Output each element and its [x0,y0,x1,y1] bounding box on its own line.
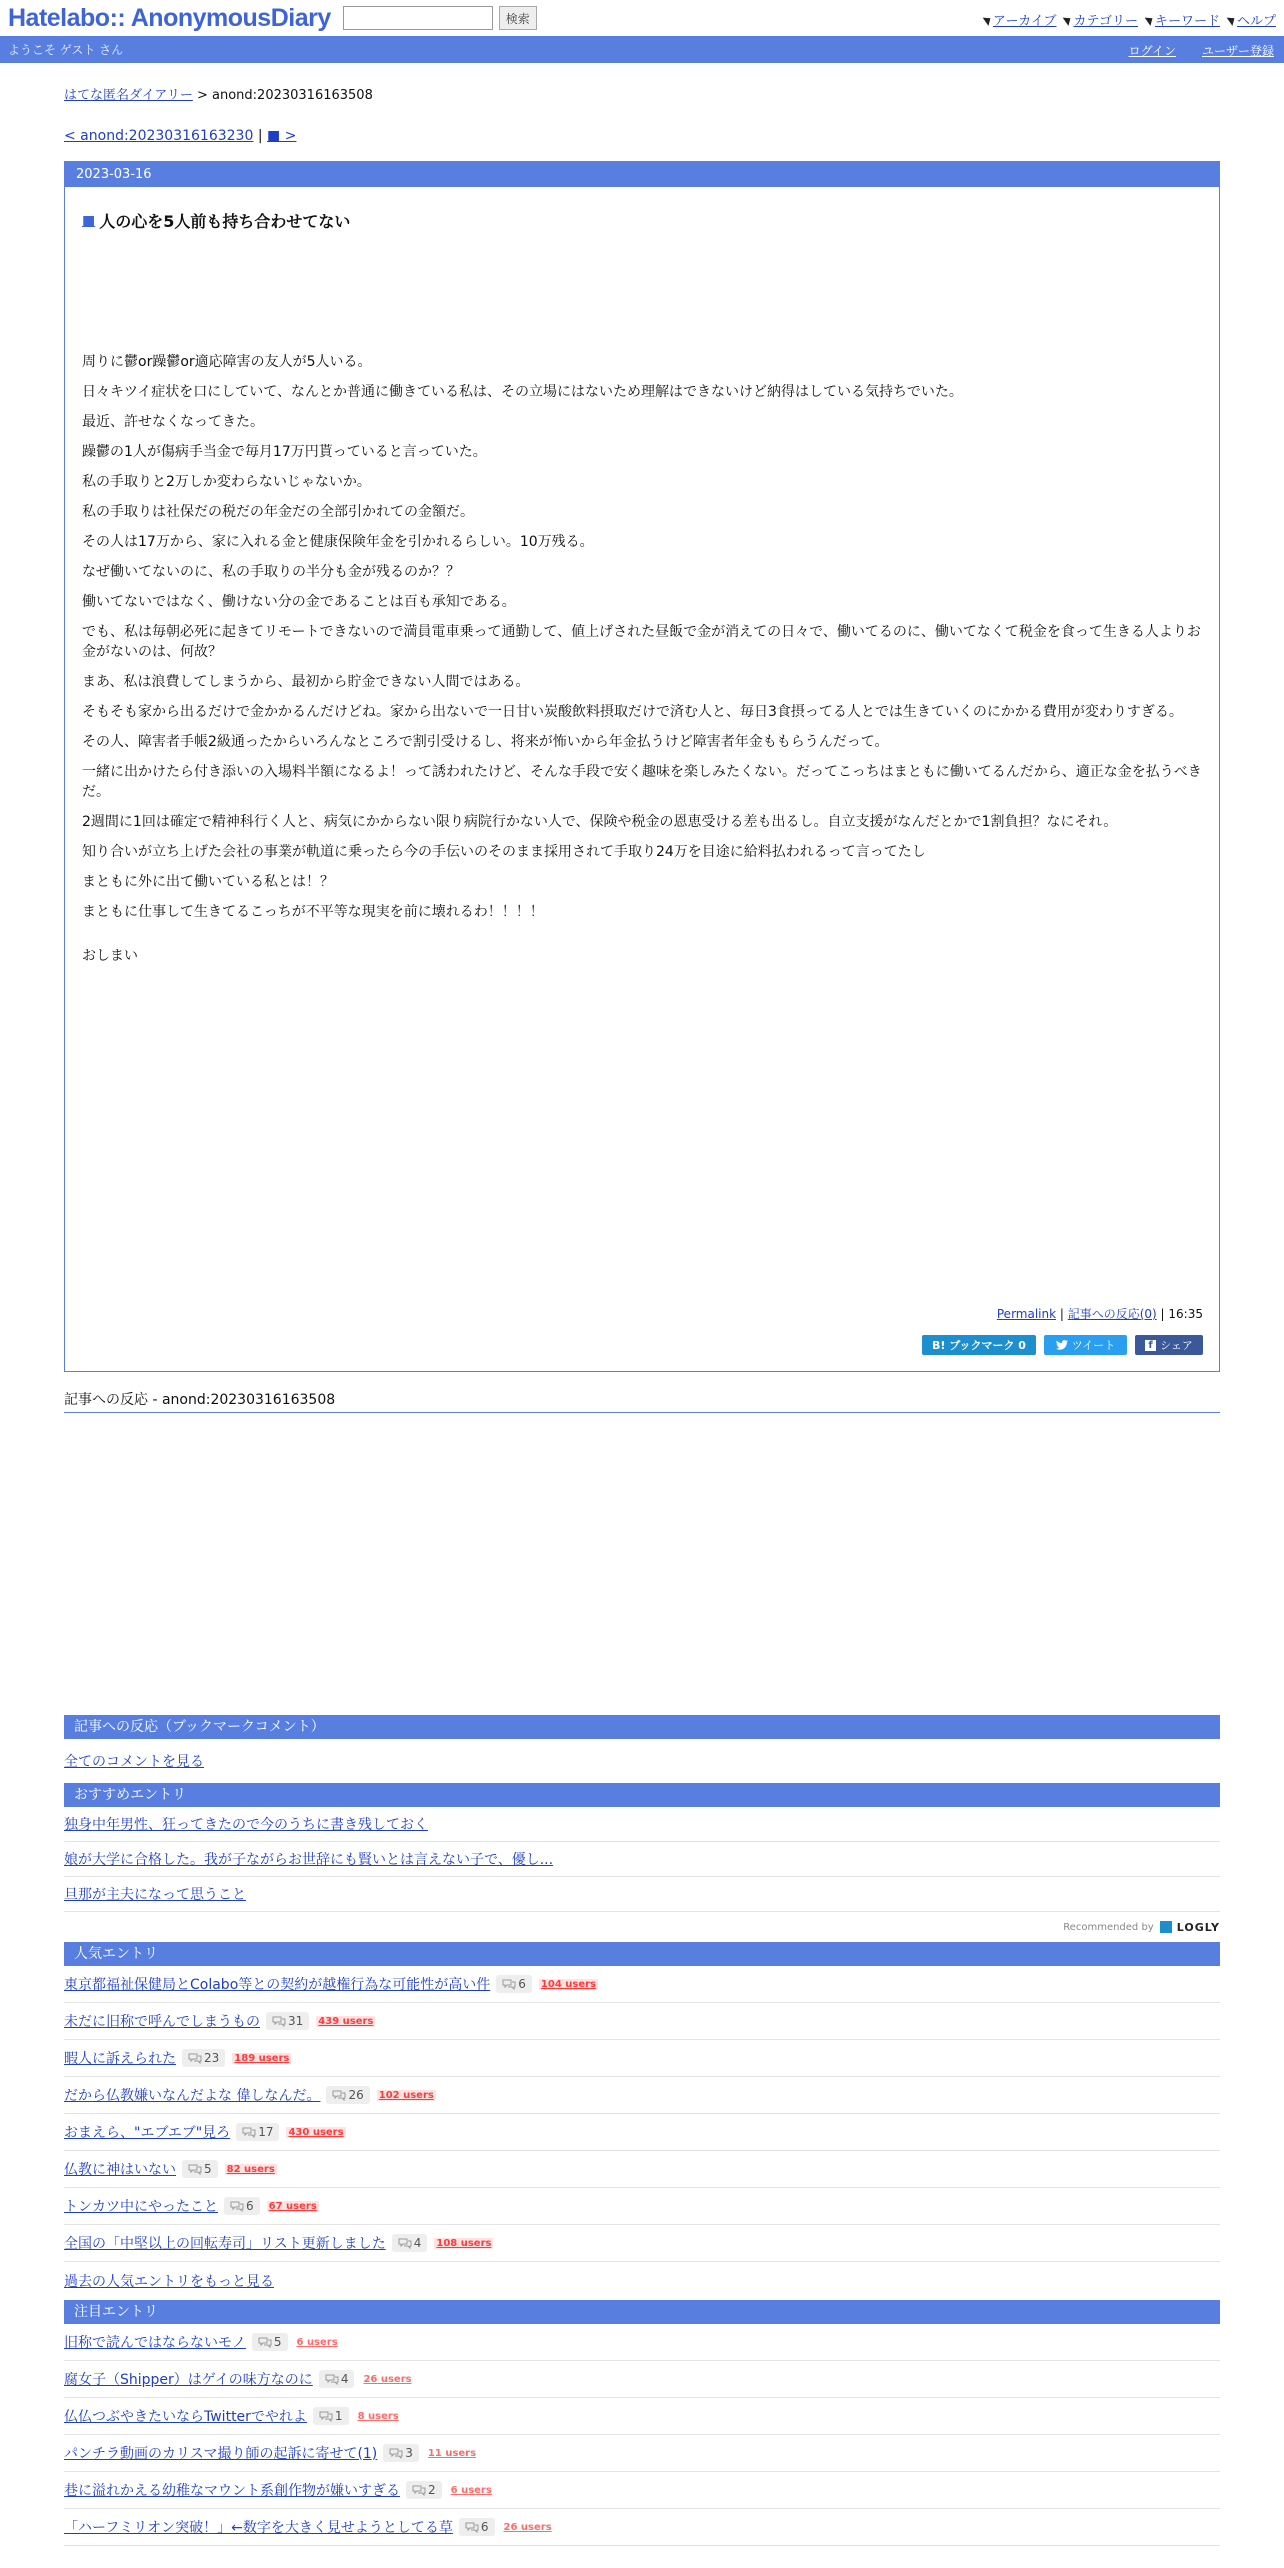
login-link[interactable]: ログイン [1128,44,1176,58]
facebook-icon: f [1145,1340,1156,1351]
list-item [64,2003,1220,2040]
comment-count-badge[interactable]: 1 [313,2407,349,2425]
tweet-button[interactable]: ツイート [1044,1335,1127,1355]
comment-count-badge[interactable]: 4 [319,2370,355,2388]
permalink-link[interactable]: Permalink [996,1307,1057,1321]
body-paragraph: まあ、私は浪費してしまうから、最初から貯金できない人間ではある。 [82,674,530,690]
arrow-icon [1227,14,1238,26]
bookmark-comments-heading: 記事への反応（ブックマークコメント） [64,1715,1220,1739]
comment-bubble-icon [319,2411,333,2422]
top-bar [0,0,1284,36]
body-paragraph: なぜ働いてないのに、私の手取りの半分も金が残るのか？？ [82,564,460,580]
register-link[interactable]: ユーザー登録 [1201,44,1274,58]
comment-bubble-icon [412,2485,426,2496]
category-link[interactable]: カテゴリー [1065,10,1137,29]
lower-sections [64,1715,1220,2546]
body-paragraph: その人は17万から、家に入れる金と健康保険年金を引かれるらしい。10万残る。 [82,534,594,550]
all-comments-link[interactable]: 全てのコメントを見る [64,1754,204,1770]
entry-link[interactable]: 腐女子（Shipper）はゲイの味方なのに [64,2372,313,2388]
bookmark-users-count[interactable]: 430 users [288,2126,344,2138]
entry-link[interactable]: パンチラ動画のカリスマ撮り師の起訴に寄せて(1) [64,2446,378,2462]
bookmark-users-count[interactable]: 26 users [363,2373,412,2385]
body-paragraph: まともに外に出て働いている私とは！？ [82,874,334,890]
entry-link[interactable]: 暇人に訴えられた [64,2051,176,2067]
more-popular-link[interactable]: 過去の人気エントリをもっと見る [64,2274,274,2290]
list-item [64,1966,1220,2003]
comment-bubble-icon [258,2337,272,2348]
notable-heading: 注目エントリ [64,2300,1220,2324]
entry-link[interactable]: 旧称で読んではならないモノ [64,2335,246,2351]
body-paragraph: まともに仕事して生きてるこっちが不平等な現実を前に壊れるわ！！！！ [82,904,544,920]
popular-heading: 人気エントリ [64,1942,1220,1966]
list-item [64,1842,1220,1877]
entry-link[interactable]: 仏教に神はいない [64,2162,176,2178]
body-paragraph: その人、障害者手帳2級通ったからいろんなところで割引受けるし、将来が怖いから年金払うけど障害者年金ももらうんだって。 [82,734,889,750]
bookmark-users-count[interactable]: 102 users [378,2089,434,2101]
welcome-bar [0,36,1284,63]
body-paragraph: 私の手取りと2万しか変わらないじゃないか。 [82,474,371,490]
help-link[interactable]: ヘルプ [1229,10,1276,29]
bookmark-users-count[interactable]: 67 users [268,2200,317,2212]
list-item [64,2077,1220,2114]
bookmark-users-count[interactable]: 11 users [427,2447,477,2459]
search-button[interactable]: 検索 [499,6,537,30]
hatena-bookmark-button[interactable]: B! ブックマーク 0 [922,1335,1036,1355]
main-content [64,84,1220,2536]
day-box [64,161,1220,1372]
list-item [64,2361,1220,2398]
recommended-list [64,1807,1220,1912]
body-paragraph: 知り合いが立ち上げた会社の事業が軌道に乗ったら今の手伝いのそのまま採用されて手取り24万を目途に給料払われるって言ってたし [82,844,926,860]
bookmark-users-count[interactable]: 6 users [450,2484,492,2496]
entry-body [82,352,1204,976]
comment-count-badge[interactable]: 3 [383,2444,419,2462]
keyword-link[interactable]: キーワード [1147,10,1220,29]
comment-bubble-icon [398,2238,412,2249]
comment-bubble-icon [332,2090,346,2101]
next-entry-link[interactable]: ■ > [267,128,297,144]
entry-title: ■ 人の心を5人前も持ち合わせてない [82,212,351,231]
comment-count-badge[interactable]: 26 [326,2086,369,2104]
list-item [64,2114,1220,2151]
list-item [64,2040,1220,2077]
entry-link[interactable]: 「ハーフミリオン突破！」←数字を大きく見せようとしてる草 [64,2520,453,2536]
comment-count-badge[interactable]: 6 [496,1975,532,1993]
bookmark-users-count[interactable]: 6 users [296,2336,338,2348]
reactions-heading: 記事への反応 - anond:20230316163508 [64,1389,1220,1413]
bookmark-users-count[interactable]: 104 users [540,1978,596,1990]
comment-count-badge[interactable]: 31 [266,2012,309,2030]
search-form [343,6,537,30]
list-item [64,2398,1220,2435]
entry-time: 16:35 [1168,1307,1203,1321]
logly-logo-icon [1160,1921,1172,1933]
comment-count-badge[interactable]: 6 [459,2518,495,2536]
body-paragraph: 最近、許せなくなってきた。 [82,414,264,430]
list-item [64,1807,1220,1842]
body-paragraph: 一緒に出かけたら付き添いの入場料半額になるよ！って誘われたけど、そんな手段で安く趣味を楽しみたくない。だってこっちはまともに働いてるんだから、適正な金を払うべきだ。 [82,764,1202,800]
day-date: 2023-03-16 [65,162,1219,187]
entry-link[interactable]: 巷に溢れかえる幼稚なマウント系創作物が嫌いすぎる [64,2483,400,2499]
body-paragraph: でも、私は毎朝必死に起きてリモートできないので満員電車乗って通勤して、値上げされた昼飯で金が消えての日々で、働いてるのに、働いてなくて税金を食って生きる人よりお金がないのは、何故？ [82,624,1201,660]
entry-permalink-square[interactable]: ■ [82,212,96,229]
list-item [64,2188,1220,2225]
facebook-share-button[interactable]: f シェア [1135,1335,1203,1355]
entry-link[interactable]: 未だに旧称で呼んでしまうもの [64,2014,260,2030]
bookmark-users-count[interactable]: 8 users [357,2410,399,2422]
comment-bubble-icon [230,2201,244,2212]
entry-link[interactable]: 仏仏つぶやきたいならTwitterでやれよ [64,2409,307,2425]
recommended-heading: おすすめエントリ [64,1783,1220,1807]
bookmark-users-count[interactable]: 108 users [436,2237,492,2249]
comment-count-badge[interactable]: 5 [182,2160,218,2178]
search-input[interactable] [343,6,493,30]
list-item [64,2225,1220,2262]
comment-bubble-icon [188,2053,202,2064]
recommended-entry-link[interactable]: 独身中年男性、狂ってきたので今のうちに書き残しておく [64,1817,428,1833]
entry-link[interactable]: 全国の「中堅以上の回転寿司」リスト更新しました [64,2236,386,2252]
twitter-bird-icon [1056,1340,1068,1350]
list-item [64,2472,1220,2509]
body-paragraph: 日々キツイ症状を口にしていて、なんとか普通に働きている私は、その立場にはないため理解はできないけど納得はしている気持ちでいた。 [82,384,963,400]
site-logo[interactable]: Hatelabo:: AnonymousDiary [8,3,331,32]
list-item [64,2324,1220,2361]
body-paragraph: 躁鬱の1人が傷病手当金で毎月17万円貰っていると言っていた。 [82,444,487,460]
body-paragraph: 私の手取りは社保だの税だの年金だの全部引かれての金額だ。 [82,504,474,520]
entry-pager: < anond:20230316163230 | ■ > [64,128,297,144]
entry-link[interactable]: おまえら、"エブエブ"見ろ [64,2125,231,2141]
breadcrumb-home-link[interactable]: はてな匿名ダイアリー [64,88,193,103]
archive-link[interactable]: アーカイブ [985,10,1057,29]
comment-count-badge[interactable]: 23 [182,2049,225,2067]
entry-link[interactable]: トンカツ中にやったこと [64,2199,218,2215]
breadcrumb-current: anond:20230316163508 [212,88,373,103]
bookmark-users-count[interactable]: 439 users [318,2015,374,2027]
body-paragraph: そもそも家から出るだけで金かかるんだけどね。家から出ないで一日甘い炭酸飲料摂取だけで済む人と、毎日3食摂ってる人とでは生きていくのにかかる費用が変わりすぎる。 [82,704,1183,720]
popular-list [64,1966,1220,2262]
body-paragraph: 2週間に1回は確定で精神科行く人と、病気にかからない限り病院行かない人で、保険や税金の恩恵受ける差も出るし。自立支援がなんだとかで1割負担？なにそれ。 [82,814,1118,830]
reactions-link[interactable]: 記事への反応(0) [1067,1307,1157,1321]
comment-bubble-icon [389,2448,403,2459]
comment-bubble-icon [272,2016,286,2027]
comment-bubble-icon [502,1979,516,1990]
breadcrumb: はてな匿名ダイアリー > anond:20230316163508 [64,88,373,103]
recommended-entry-link[interactable]: 娘が大学に合格した。我が子ながらお世辞にも賢いとは言えない子で、優し... [64,1852,554,1868]
comment-bubble-icon [465,2522,479,2533]
list-item [64,2435,1220,2472]
logly-credit: Recommended by LOGLY [1063,1920,1220,1934]
comment-count-badge[interactable]: 5 [252,2333,288,2351]
arrow-icon [1145,14,1156,26]
comment-bubble-icon [242,2127,256,2138]
entry-link[interactable]: 東京都福祉保健局とColabo等との契約が越権行為な可能性が高い件 [64,1977,491,1993]
list-item [64,2509,1220,2546]
arrow-icon [983,14,994,26]
list-item [64,1877,1220,1912]
body-paragraph: 周りに鬱or躁鬱or適応障害の友人が5人いる。 [82,354,372,370]
comment-count-badge[interactable]: 4 [392,2234,428,2252]
bookmark-users-count[interactable]: 82 users [226,2163,275,2175]
recommended-entry-link[interactable]: 旦那が主夫になって思うこと [64,1887,246,1903]
bookmark-users-count[interactable]: 189 users [234,2052,290,2064]
list-item [64,2151,1220,2188]
comment-count-badge[interactable]: 6 [224,2197,260,2215]
top-links [985,10,1276,29]
comment-bubble-icon [188,2164,202,2175]
comment-count-badge[interactable]: 17 [236,2123,279,2141]
entry-link[interactable]: だから仏教嫌いなんだよな 偉しなんだ。 [64,2088,321,2104]
body-paragraph: 働いてないではなく、働けない分の金であることは百も承知である。 [82,594,516,610]
prev-entry-link[interactable]: < anond:20230316163230 [64,128,254,144]
entry-footer: Permalink | 記事への反応(0) | 16:35 [996,1307,1203,1321]
body-closing: おしまい [82,948,138,964]
welcome-text: ようこそ ゲスト さん [8,43,124,57]
comment-bubble-icon [325,2374,339,2385]
arrow-icon [1063,14,1074,26]
bookmark-users-count[interactable]: 26 users [503,2521,552,2533]
share-buttons [922,1335,1203,1355]
comment-count-badge[interactable]: 2 [406,2481,442,2499]
notable-list [64,2324,1220,2546]
